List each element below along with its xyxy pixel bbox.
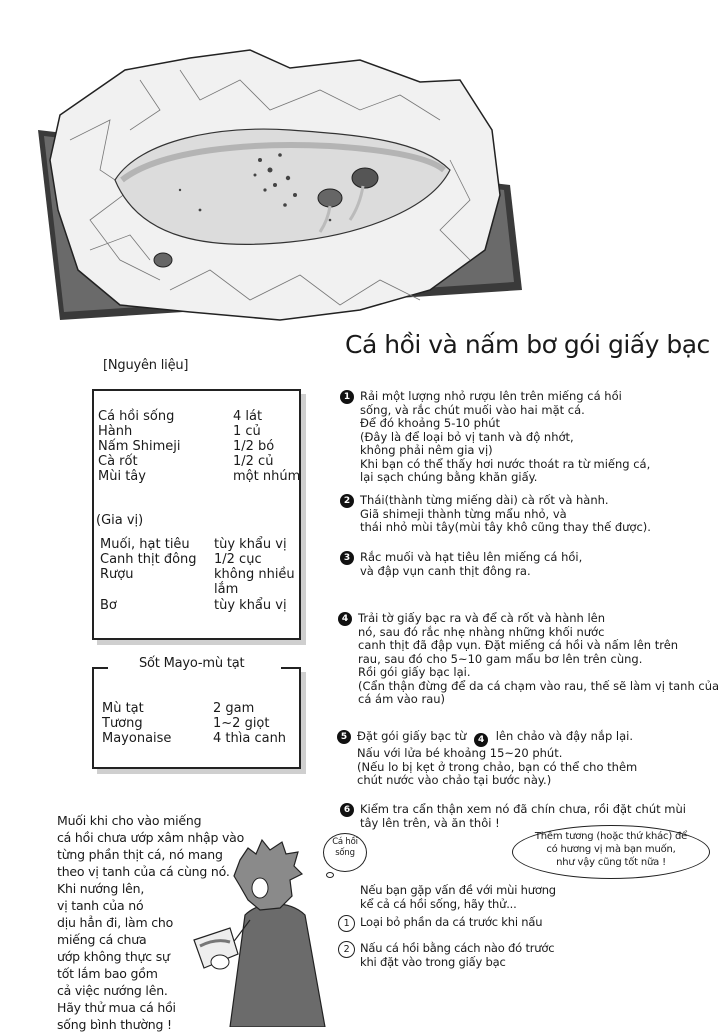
- step-number-badge: 4: [338, 612, 352, 626]
- step-number-badge: 5: [337, 730, 351, 744]
- tip-number-circle: 1: [338, 915, 355, 932]
- thought-bubble: Cá hồi sống: [323, 833, 367, 872]
- thought-dot: [326, 872, 334, 878]
- tip-item-1: 1 Loại bỏ phần da cá trước khi nấu: [360, 916, 542, 930]
- step-4: 4 Trải tờ giấy bạc ra và để cà rốt và hành lên nó, sau đó rắc nhẹ nhàng những khối nước canh thịt đã đập vụn. Đặt miếng cá hồi và nấm lên trên rau, sau đó cho 5~10 gam mẩu bơ lên trên cùng. Rồi gói giấy bạc lại. (Cẩn thận đừng để da cá chạm vào rau, thế sẽ làm vị tanh của cá ám vào rau): [358, 612, 719, 707]
- tips-intro: Nếu bạn gặp vấn đề với mùi hương kể cả cá hồi sống, hãy thử...: [360, 883, 556, 911]
- recipe-title: Cá hồi và nấm bơ gói giấy bạc: [345, 330, 710, 359]
- step-reference-badge: 4: [474, 733, 488, 747]
- tips-section: [343, 883, 556, 969]
- step-number-badge: 6: [340, 803, 354, 817]
- step-2: 2 Thái(thành từng miếng dài) cà rốt và hành. Giã shimeji thành từng mẩu nhỏ, và thái nhỏ mùi tây(mùi tây khô cũng thay thế được).: [360, 494, 651, 535]
- step-number-badge: 3: [340, 551, 354, 565]
- sauce-box: Mù tạt 2 gam Tương 1~2 giọt Mayonaise 4 thìa canh: [92, 667, 301, 769]
- side-note: Muối khi cho vào miếng cá hồi chưa ướp xâm nhập vào từng phần thịt cá, nó mang theo vị tanh của cá cùng nó. Khi nướng lên, vị tanh của nó dịu hẳn đi, làm cho miếng cá chưa ướp không thực sự tốt lắm bao gồm cả việc nướng lên. Hãy thử mua cá hồi sống bình thường !: [57, 813, 245, 1032]
- step-6: 6 Kiểm tra cẩn thận xem nó đã chín chưa, rồi đặt chút mùi tây lên trên, và ăn thôi !: [360, 803, 686, 830]
- salmon-foil-illustration: [30, 20, 530, 340]
- step-3: 3 Rắc muối và hạt tiêu lên miếng cá hồi, và đập vụn canh thịt đông ra.: [360, 551, 582, 578]
- tip-speech-bubble: Thêm tương (hoặc thứ khác) để có hương vị mà bạn muốn, như vậy cũng tốt nữa !: [512, 825, 710, 879]
- step-number-badge: 2: [340, 494, 354, 508]
- box-border: [92, 667, 108, 669]
- step-5: 5 Đặt gói giấy bạc từ 4 lên chảo và đậy nắp lại. Nấu với lửa bé khoảng 15~20 phút. (Nếu lo bị kẹt ở trong chảo, bạn có thể cho thêm chút nước vào chảo tại bước này.): [357, 730, 637, 788]
- tip-item-2: 2 Nấu cá hồi bằng cách nào đó trước khi đặt vào trong giấy bạc: [360, 942, 554, 969]
- tip-number-circle: 2: [338, 941, 355, 958]
- ingredients-box: Cá hồi sống 4 lát Hành 1 củ Nấm Shimeji 1/2 bó Cà rốt 1/2 củ Mùi tây một nhúm (Gia vị) Muối, hạt tiêu tùy khẩu vị Canh thịt đông 1/2 cục Rượu không nhiều lắm Bơ tùy khẩu vị: [92, 389, 301, 640]
- sauce-title: Sốt Mayo-mù tạt: [133, 656, 250, 671]
- ingredients-label: [Nguyên liệu]: [103, 358, 189, 373]
- step-1: 1 Rải một lượng nhỏ rượu lên trên miếng cá hồi sống, và rắc chút muối vào hai mặt cá. Để đó khoảng 5-10 phút (Đây là để loại bỏ vị tanh và độ nhớt, không phải nêm gia vị) Khi bạn có thể thấy hơi nước thoát ra từ miếng cá, lại sạch chúng bằng khăn giấy.: [360, 390, 650, 485]
- box-border: [281, 667, 301, 669]
- step-number-badge: 1: [340, 390, 354, 404]
